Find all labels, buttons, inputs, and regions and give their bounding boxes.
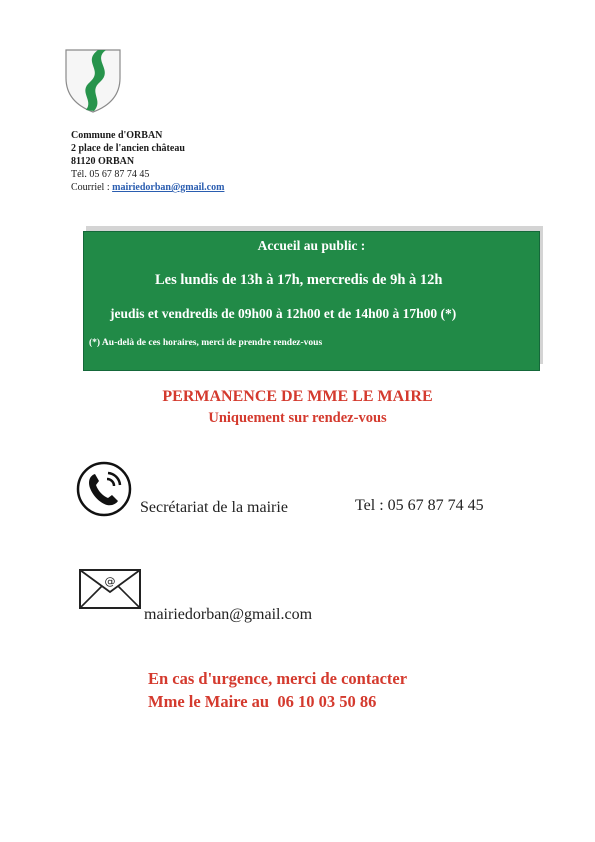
svg-text:@: @ xyxy=(104,575,116,588)
phone-icon xyxy=(75,460,133,518)
address-street: 2 place de l'ancien château xyxy=(71,143,185,154)
permanence-title: PERMANENCE DE MME LE MAIRE xyxy=(162,388,433,405)
envelope-icon xyxy=(78,568,142,610)
hours-line-1: Les lundis de 13h à 17h, mercredis de 9h à 12h xyxy=(155,272,443,288)
address-phone: Tél. 05 67 87 74 45 xyxy=(71,169,150,180)
address-email-row xyxy=(71,181,224,194)
email-link[interactable]: mairiedorban@gmail.com xyxy=(112,182,225,193)
secretariat-phone: Tel : 05 67 87 74 45 xyxy=(355,497,484,514)
address-postal: 81120 ORBAN xyxy=(71,156,135,167)
hours-line-2: jeudis et vendredis de 09h00 à 12h00 et de 14h00 à 17h00 (*) xyxy=(110,306,457,321)
permanence-subtitle: Uniquement sur rendez-vous xyxy=(208,410,387,426)
hours-note: (*) Au-delà de ces horaires, merci de prendre rendez-vous xyxy=(89,338,323,348)
address-name: Commune d'ORBAN xyxy=(71,130,163,141)
hours-box xyxy=(83,231,540,371)
secretariat-label: Secrétariat de la mairie xyxy=(140,499,288,516)
urgency-line-1: En cas d'urgence, merci de contacter xyxy=(148,669,408,688)
crest-icon xyxy=(64,48,122,114)
urgency-line-2: Mme le Maire au 06 10 03 50 86 xyxy=(148,692,377,711)
email-label: Courriel : xyxy=(71,182,110,193)
email-contact[interactable]: mairiedorban@gmail.com xyxy=(144,606,313,623)
hours-title: Accueil au public : xyxy=(257,238,366,253)
